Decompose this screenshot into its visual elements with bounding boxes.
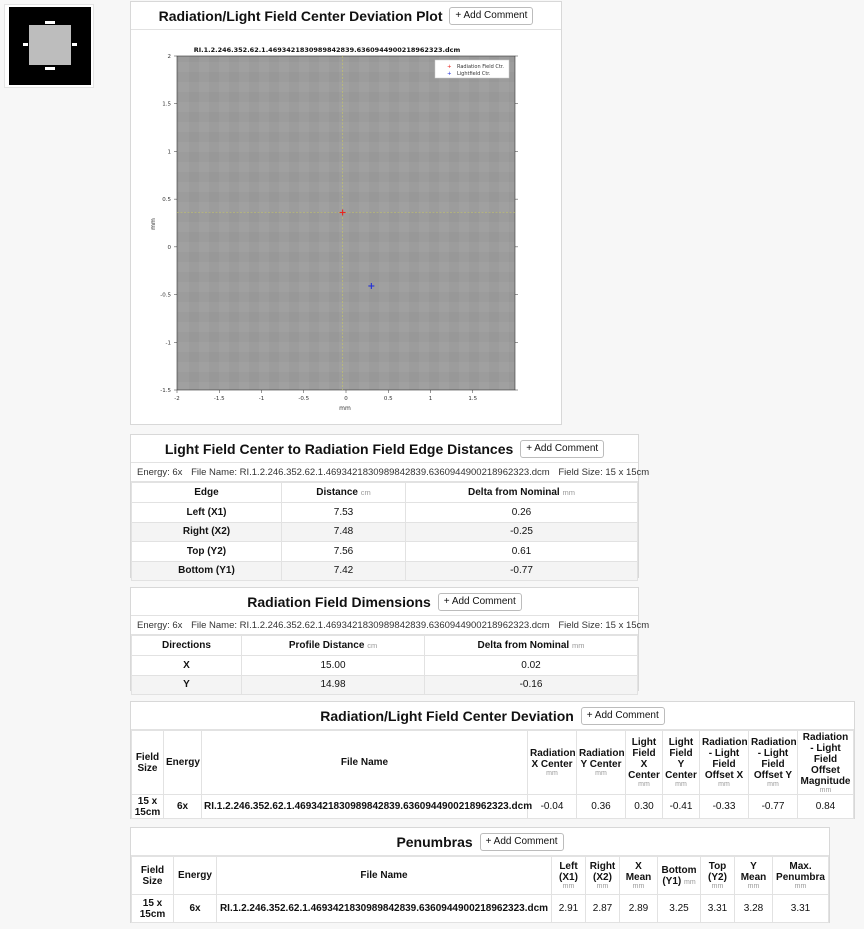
table-row [132,503,638,523]
cell-direction: Y [132,675,242,695]
y-axis-label: mm [150,218,157,230]
deviation-plot-svg [139,42,555,418]
plot-legend [435,60,509,78]
deviation-plot-title: Radiation/Light Field Center Deviation Plot [158,8,443,24]
deviation-plot-panel [130,1,562,425]
column-header-edge: Edge [132,483,282,503]
edge-distances-title: Light Field Center to Radiation Field Edge Distances [164,441,514,457]
meta-file-name: File Name: RI.1.2.246.352.62.1.4693421830989842839.6360944900218962323.dcm [191,467,550,478]
meta-field-size: Field Size: 15 x 15cm [558,620,650,631]
cell-max-penumbra: 3.31 [773,895,829,923]
add-comment-button[interactable]: + Add Comment [449,7,533,25]
thumbnail-image [9,7,91,85]
column-header-energy: Energy [174,857,217,895]
legend-marker-radiation: + [447,64,452,70]
field-image-thumbnail[interactable] [4,4,94,88]
meta-file-name: File Name: RI.1.2.246.352.62.1.4693421830989842839.6360944900218962323.dcm [191,620,550,631]
column-header-offset-x: Radiation - Light Field Offset X mm [700,731,749,795]
x-tick-label: 1.5 [468,396,478,402]
center-deviation-table [131,730,854,819]
meta-field-size: Field Size: 15 x 15cm [558,467,650,478]
x-tick-label: 0.5 [383,396,393,402]
cell-distance: 7.56 [282,542,406,562]
cell-file-name: RI.1.2.246.352.62.1.4693421830989842839.6360944900218962323.dcm [202,795,528,819]
legend-marker-lightfield: + [447,71,452,77]
table-row [132,561,638,581]
cell-edge: Right (X2) [132,522,282,542]
column-header-rad-y: Radiation Y Center mm [577,731,626,795]
cell-file-name: RI.1.2.246.352.62.1.4693421830989842839.6360944900218962323.dcm [217,895,552,923]
cell-distance: 7.42 [282,561,406,581]
field-dimensions-panel [130,587,650,691]
cell-delta: 0.26 [406,503,638,523]
cell-rad-y: 0.36 [577,795,626,819]
cell-y-mean: 3.28 [735,895,773,923]
cell-offset-y: -0.77 [749,795,798,819]
column-header-field-size: Field Size [132,731,164,795]
column-header-field-size: Field Size [132,857,174,895]
legend-label-lightfield: Lightfield Ctr. [457,71,491,77]
cell-profile: 14.98 [242,675,425,695]
cell-delta: 0.61 [406,542,638,562]
table-row [132,542,638,562]
y-tick-label: 0 [167,244,171,251]
center-deviation-panel [130,701,855,819]
deviation-plot [139,42,555,418]
add-comment-button[interactable]: + Add Comment [480,833,564,851]
cell-field-size: 15 x 15cm [132,895,174,923]
cell-distance: 7.48 [282,522,406,542]
column-header-direction: Directions [132,636,242,656]
cell-distance: 7.53 [282,503,406,523]
column-header-left: Left (X1) mm [552,857,586,895]
y-tick-label: -0.5 [160,292,171,299]
column-header-light-y: Light Field Y Center mm [663,731,700,795]
y-tick-label: 2 [167,54,171,60]
cell-energy: 6x [174,895,217,923]
column-header-offset-magnitude: Radiation - Light Field Offset Magnitude mm [798,731,854,795]
column-header-distance: Distance cm [282,483,406,503]
field-dimensions-table [131,635,638,695]
column-header-top: Top (Y2) mm [701,857,735,895]
edge-distances-meta [131,463,650,482]
field-dimensions-header [131,588,638,616]
add-comment-button[interactable]: + Add Comment [581,707,665,725]
cell-edge: Bottom (Y1) [132,561,282,581]
column-header-max-penumbra: Max. Penumbra mm [773,857,829,895]
cell-edge: Top (Y2) [132,542,282,562]
x-axis-label: mm [339,405,351,412]
thumbnail-marker-left [23,43,28,46]
cell-offset-x: -0.33 [700,795,749,819]
column-header-file-name: File Name [202,731,528,795]
y-tick-label: 1 [167,149,171,156]
meta-energy: Energy: 6x [137,620,183,631]
edge-distances-panel [130,434,650,578]
penumbras-header [131,828,829,856]
y-tick-label: 0.5 [162,197,171,204]
column-header-offset-y: Radiation - Light Field Offset Y mm [749,731,798,795]
column-header-light-x: Light Field X Center mm [626,731,663,795]
cell-light-x: 0.30 [626,795,663,819]
add-comment-button[interactable]: + Add Comment [438,593,522,611]
column-header-bottom: Bottom (Y1) mm [658,857,701,895]
cell-field-size: 15 x 15cm [132,795,164,819]
plot-title: RI.1.2.246.352.62.1.4693421830989842839.6360944900218962323.dcm [193,46,461,54]
column-header-delta: Delta from Nominal mm [406,483,638,503]
cell-direction: X [132,656,242,676]
cell-delta: 0.02 [425,656,638,676]
penumbras-panel [130,827,830,923]
cell-offset-magnitude: 0.84 [798,795,854,819]
deviation-plot-header [131,2,561,30]
table-row [132,895,829,923]
thumbnail-marker-bottom [45,67,55,70]
column-header-file-name: File Name [217,857,552,895]
center-deviation-title: Radiation/Light Field Center Deviation [320,708,574,724]
edge-distances-header [131,435,638,463]
x-tick-label: 1 [428,396,433,402]
x-tick-label: 0 [344,396,348,402]
cell-delta: -0.16 [425,675,638,695]
column-header-y-mean: Y Mean mm [735,857,773,895]
column-header-energy: Energy [164,731,202,795]
cell-rad-x: -0.04 [528,795,577,819]
cell-top: 3.31 [701,895,735,923]
column-header-right: Right (X2) mm [586,857,620,895]
x-tick-label: -2 [174,396,180,402]
thumbnail-marker-top [45,21,55,24]
field-dimensions-title: Radiation Field Dimensions [247,594,431,610]
cell-energy: 6x [164,795,202,819]
column-header-delta: Delta from Nominal mm [425,636,638,656]
cell-edge: Left (X1) [132,503,282,523]
plot-area [177,56,515,390]
legend-label-radiation: Radiation Field Ctr. [457,64,504,70]
table-row [132,522,638,542]
thumbnail-marker-right [72,43,77,46]
table-row [132,795,854,819]
y-tick-label: -1 [165,340,171,347]
column-header-rad-x: Radiation X Center mm [528,731,577,795]
center-deviation-header [131,702,854,730]
x-tick-label: -1 [258,396,265,402]
cell-profile: 15.00 [242,656,425,676]
cell-right: 2.87 [586,895,620,923]
column-header-x-mean: X Mean mm [620,857,658,895]
cell-light-y: -0.41 [663,795,700,819]
y-tick-label: -1.5 [160,388,171,394]
field-dimensions-meta [131,616,650,635]
edge-distances-table [131,482,638,581]
thumbnail-field [29,25,71,65]
penumbras-table [131,856,829,923]
y-tick-label: 1.5 [162,101,171,108]
cell-x-mean: 2.89 [620,895,658,923]
x-tick-label: -0.5 [298,396,310,402]
table-row [132,675,638,695]
x-tick-label: -1.5 [213,396,225,402]
table-row [132,656,638,676]
penumbras-title: Penumbras [396,834,473,850]
cell-left: 2.91 [552,895,586,923]
cell-bottom: 3.25 [658,895,701,923]
add-comment-button[interactable]: + Add Comment [520,440,604,458]
cell-delta: -0.25 [406,522,638,542]
cell-delta: -0.77 [406,561,638,581]
meta-energy: Energy: 6x [137,467,183,478]
column-header-profile: Profile Distance cm [242,636,425,656]
